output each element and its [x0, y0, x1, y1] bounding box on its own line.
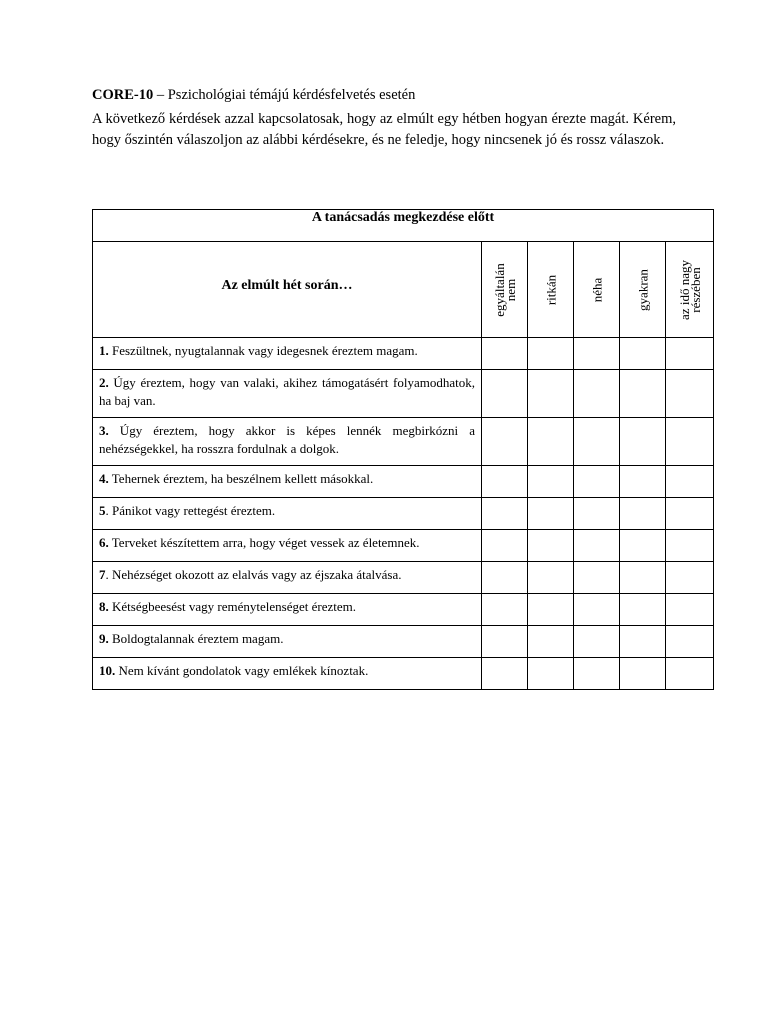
answer-cell[interactable]: [666, 530, 714, 562]
question-number: 2.: [99, 375, 109, 390]
column-header-egyaltalan-nem: [482, 242, 528, 338]
column-header-line2: nem: [502, 278, 518, 301]
intro-paragraph: A következő kérdések azzal kapcsolatosak, hogy az elmúlt egy hétben hogyan érezte magát. Kérem, hogy őszintén válaszoljon az alábbi kérdésekre, és ne feledje, hogy nincsenek jó és rossz válaszok.: [92, 111, 676, 148]
answer-cell[interactable]: [528, 418, 574, 466]
answer-cell[interactable]: [528, 658, 574, 690]
answer-cell[interactable]: [620, 370, 666, 418]
question-text: [93, 338, 482, 370]
answer-cell[interactable]: [574, 626, 620, 658]
section-title: A tanácsadás megkezdése előtt: [93, 210, 714, 242]
question-number: 6.: [99, 535, 109, 550]
question-number: 5: [99, 503, 106, 518]
answer-cell[interactable]: [528, 530, 574, 562]
answer-cell[interactable]: [482, 626, 528, 658]
question-label: Nem kívánt gondolatok vagy emlékek kínoztak.: [115, 663, 369, 678]
question-text: [93, 594, 482, 626]
question-number: 4.: [99, 471, 109, 486]
answer-cell[interactable]: [574, 658, 620, 690]
question-label: . Nehézséget okozott az elalvás vagy az éjszaka átalvása.: [105, 567, 402, 582]
question-label: Tehernek éreztem, ha beszélnem kellett másokkal.: [108, 471, 374, 486]
question-number: 3.: [99, 423, 109, 438]
answer-cell[interactable]: [482, 530, 528, 562]
column-header-line1: az idő nagy: [676, 259, 692, 320]
answer-cell[interactable]: [666, 626, 714, 658]
answer-cell[interactable]: [482, 658, 528, 690]
answer-cell[interactable]: [482, 418, 528, 466]
column-header-line1: egyáltalán: [491, 262, 507, 317]
question-text: [93, 562, 482, 594]
question-text: [93, 530, 482, 562]
table-row: [93, 562, 714, 594]
question-label: Feszültnek, nyugtalannak vagy idegesnek éreztem magam.: [108, 343, 418, 358]
answer-cell[interactable]: [620, 338, 666, 370]
answer-cell[interactable]: [528, 466, 574, 498]
table-row: [93, 498, 714, 530]
answer-cell[interactable]: [666, 338, 714, 370]
answer-cell[interactable]: [574, 562, 620, 594]
answer-cell[interactable]: [482, 498, 528, 530]
answer-cell[interactable]: [482, 562, 528, 594]
question-label: Terveket készítettem arra, hogy véget vessek az életemnek.: [108, 535, 420, 550]
answer-cell[interactable]: [620, 418, 666, 466]
table-row: [93, 418, 714, 466]
question-number: 10.: [99, 663, 116, 678]
question-label: Kétségbeesést vagy reménytelenséget éreztem.: [108, 599, 356, 614]
answer-cell[interactable]: [620, 498, 666, 530]
question-text: [93, 418, 482, 466]
answer-cell[interactable]: [574, 498, 620, 530]
question-number: 8.: [99, 599, 109, 614]
question-text: [93, 466, 482, 498]
title-code: CORE-10: [92, 87, 154, 103]
answer-cell[interactable]: [528, 562, 574, 594]
answer-cell[interactable]: [528, 370, 574, 418]
question-number: 9.: [99, 631, 109, 646]
question-text: [93, 658, 482, 690]
question-text: [93, 370, 482, 418]
answer-cell[interactable]: [482, 594, 528, 626]
answer-cell[interactable]: [574, 418, 620, 466]
answer-cell[interactable]: [482, 466, 528, 498]
document-title: [92, 85, 676, 105]
table-row: [93, 370, 714, 418]
answer-cell[interactable]: [574, 594, 620, 626]
answer-cell[interactable]: [620, 530, 666, 562]
answer-cell[interactable]: [620, 466, 666, 498]
answer-cell[interactable]: [666, 370, 714, 418]
table-row: [93, 658, 714, 690]
questionnaire-table: [92, 209, 714, 690]
answer-cell[interactable]: [666, 466, 714, 498]
question-number: 1.: [99, 343, 109, 358]
column-header-gyakran: [620, 242, 666, 338]
answer-cell[interactable]: [666, 418, 714, 466]
answer-cell[interactable]: [574, 530, 620, 562]
column-header-neha: [574, 242, 620, 338]
answer-cell[interactable]: [528, 498, 574, 530]
answer-cell[interactable]: [620, 562, 666, 594]
question-text: [93, 498, 482, 530]
page-content: [92, 80, 676, 151]
table-row: [93, 466, 714, 498]
answer-cell[interactable]: [666, 594, 714, 626]
question-label: Úgy éreztem, hogy akkor is képes lennék megbirkózni a nehézségekkel, ha rosszra fordulnak a dolgok.: [99, 423, 475, 456]
question-number: 7: [99, 567, 106, 582]
table-row: [93, 594, 714, 626]
column-header-az-ido-nagy-reszeben: [666, 242, 714, 338]
answer-cell[interactable]: [528, 338, 574, 370]
column-header-line1: ritkán: [543, 274, 558, 305]
table-row: [93, 338, 714, 370]
answer-cell[interactable]: [482, 370, 528, 418]
question-label: . Pánikot vagy rettegést éreztem.: [105, 503, 276, 518]
answer-cell[interactable]: [666, 658, 714, 690]
title-subtitle: – Pszichológiai témájú kérdésfelvetés esetén: [153, 87, 416, 103]
question-label: Úgy éreztem, hogy van valaki, akihez támogatásért folyamodhatok, ha baj van.: [99, 375, 475, 408]
question-text: [93, 626, 482, 658]
answer-cell[interactable]: [620, 594, 666, 626]
answer-cell[interactable]: [574, 370, 620, 418]
question-label: Boldogtalannak éreztem magam.: [108, 631, 284, 646]
answer-cell[interactable]: [666, 498, 714, 530]
column-header-ritkan: [528, 242, 574, 338]
answer-cell[interactable]: [620, 626, 666, 658]
answer-cell[interactable]: [528, 626, 574, 658]
answer-cell[interactable]: [620, 658, 666, 690]
answer-cell[interactable]: [574, 338, 620, 370]
column-header-line1: gyakran: [635, 268, 650, 311]
table-row: [93, 626, 714, 658]
column-header-line1: néha: [589, 277, 604, 302]
answer-cell[interactable]: [666, 562, 714, 594]
column-header-line2: részében: [687, 266, 703, 313]
subheader: Az elmúlt hét során…: [93, 242, 482, 338]
answer-cell[interactable]: [574, 466, 620, 498]
answer-cell[interactable]: [482, 338, 528, 370]
table-row: [93, 530, 714, 562]
answer-cell[interactable]: [528, 594, 574, 626]
